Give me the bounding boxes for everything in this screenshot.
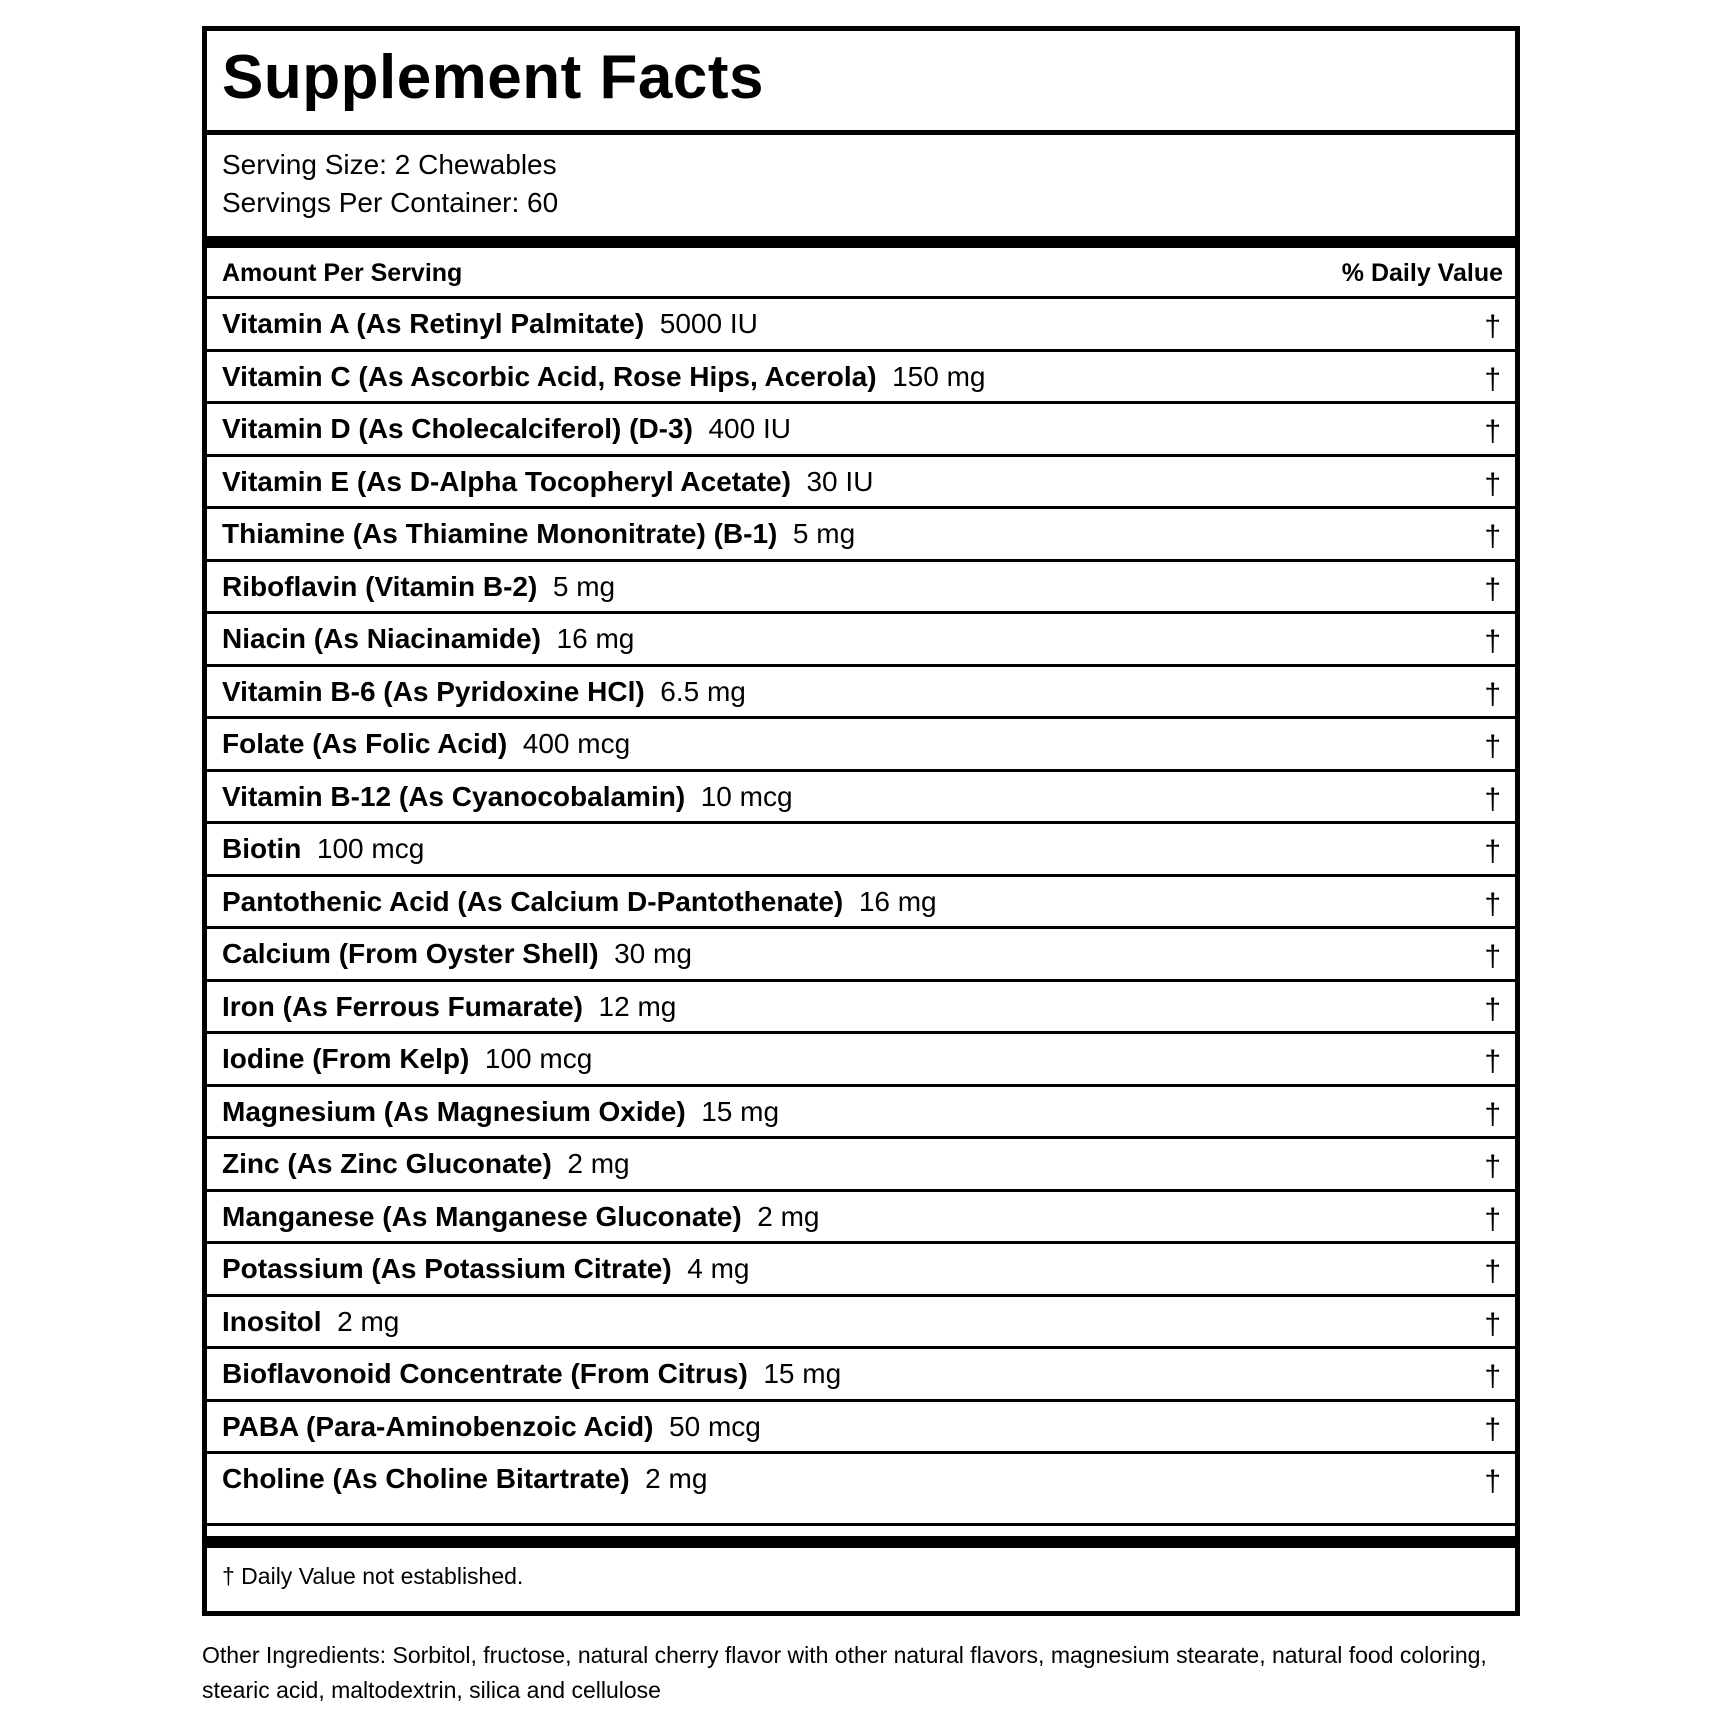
daily-value-dagger: † — [1484, 835, 1501, 868]
nutrient-amount: 2 mg — [645, 1463, 708, 1494]
nutrient-amount: 12 mg — [598, 990, 677, 1022]
nutrient-text — [222, 1097, 779, 1128]
nutrient-name: Iron (As Ferrous Fumarate) — [222, 990, 583, 1022]
daily-value-header: % Daily Value — [1341, 259, 1503, 287]
nutrient-amount: 4 mg — [687, 1253, 750, 1284]
nutrient-amount: 15 mg — [763, 1358, 842, 1389]
nutrient-amount: 2 mg — [567, 1148, 630, 1179]
nutrient-text — [222, 414, 791, 445]
nutrient-name: Biotin — [222, 833, 302, 864]
nutrient-row — [207, 664, 1515, 717]
daily-value-dagger: † — [1484, 1045, 1501, 1078]
nutrient-name: PABA (Para-Aminobenzoic Acid) — [222, 1410, 654, 1442]
nutrient-row — [207, 769, 1515, 822]
nutrient-name: Vitamin C (As Ascorbic Acid, Rose Hips, Acerola) — [222, 360, 877, 392]
daily-value-dagger: † — [1484, 415, 1501, 448]
daily-value-dagger: † — [1484, 1360, 1501, 1393]
nutrient-name: Thiamine (As Thiamine Mononitrate) (B-1) — [222, 518, 778, 549]
daily-value-dagger: † — [1484, 362, 1501, 396]
nutrient-name: Manganese (As Manganese Gluconate) — [222, 1200, 742, 1232]
daily-value-dagger: † — [1484, 677, 1501, 711]
nutrient-text — [222, 1202, 820, 1233]
daily-value-dagger: † — [1484, 782, 1501, 816]
nutrient-row — [207, 559, 1515, 612]
daily-value-dagger: † — [1484, 467, 1501, 501]
nutrient-text — [222, 362, 986, 393]
nutrient-amount: 2 mg — [757, 1200, 820, 1232]
nutrient-row — [207, 1189, 1515, 1242]
nutrient-amount: 6.5 mg — [660, 675, 746, 707]
amount-per-serving-header: Amount Per Serving — [222, 259, 463, 287]
nutrient-row — [207, 926, 1515, 979]
nutrient-text — [222, 1359, 841, 1390]
nutrient-row — [207, 1031, 1515, 1084]
daily-value-dagger: † — [1484, 1202, 1501, 1236]
nutrient-text — [222, 782, 793, 813]
nutrient-text — [222, 519, 855, 550]
nutrient-row — [207, 611, 1515, 664]
nutrient-text — [222, 992, 676, 1023]
servings-per-container: Servings Per Container: 60 — [222, 187, 559, 218]
nutrient-name: Vitamin E (As D-Alpha Tocopheryl Acetate) — [222, 465, 791, 497]
nutrient-row — [207, 979, 1515, 1032]
nutrient-row — [207, 401, 1515, 454]
nutrient-amount: 5 mg — [552, 570, 616, 602]
nutrient-row — [207, 349, 1515, 402]
nutrient-name: Zinc (As Zinc Gluconate) — [222, 1148, 552, 1179]
daily-value-dagger: † — [1484, 1097, 1501, 1131]
nutrient-name: Vitamin B-6 (As Pyridoxine HCl) — [222, 675, 645, 707]
daily-value-dagger: † — [1484, 1412, 1501, 1446]
nutrient-text — [222, 1254, 749, 1285]
nutrient-text — [222, 834, 424, 865]
nutrient-name: Vitamin B-12 (As Cyanocobalamin) — [222, 780, 686, 812]
supplement-facts-panel — [202, 26, 1520, 1616]
nutrient-text — [222, 1307, 399, 1338]
nutrient-name: Riboflavin (Vitamin B-2) — [222, 570, 538, 602]
nutrient-name: Niacin (As Niacinamide) — [222, 623, 541, 654]
nutrient-text — [222, 1412, 761, 1443]
nutrient-name: Iodine (From Kelp) — [222, 1043, 470, 1074]
thick-divider — [207, 236, 1515, 248]
thick-divider — [207, 1536, 1515, 1548]
nutrient-text — [222, 1044, 592, 1075]
nutrient-text — [222, 467, 873, 498]
nutrient-text — [222, 677, 746, 708]
footnote: † Daily Value not established. — [222, 1563, 524, 1589]
nutrient-amount: 10 mcg — [700, 780, 793, 812]
nutrient-text — [222, 624, 634, 655]
nutrient-amount: 100 mcg — [484, 1043, 593, 1074]
nutrient-name: Pantothenic Acid (As Calcium D-Pantothenate) — [222, 885, 844, 917]
daily-value-dagger: † — [1484, 1150, 1501, 1183]
daily-value-dagger: † — [1484, 520, 1501, 553]
daily-value-dagger: † — [1484, 940, 1501, 973]
nutrient-text — [222, 729, 630, 760]
nutrient-text — [222, 887, 937, 918]
nutrient-text — [222, 939, 692, 970]
nutrient-row — [207, 1136, 1515, 1189]
nutrient-row — [207, 1241, 1515, 1294]
nutrient-text — [222, 1149, 630, 1180]
nutrient-row — [207, 454, 1515, 507]
divider — [207, 1523, 1515, 1526]
nutrient-amount: 15 mg — [701, 1095, 780, 1127]
nutrient-row — [207, 821, 1515, 874]
daily-value-dagger: † — [1484, 730, 1501, 763]
daily-value-dagger: † — [1484, 1465, 1501, 1498]
nutrient-name: Calcium (From Oyster Shell) — [222, 938, 599, 969]
other-ingredients: Other Ingredients: Sorbitol, fructose, natural cherry flavor with other natural flavors, magnesium stearate, natural food coloring, stearic acid, maltodextrin, silica and cellulose — [202, 1642, 1487, 1703]
nutrient-amount: 5000 IU — [659, 308, 758, 339]
nutrient-amount: 150 mg — [892, 360, 986, 392]
divider — [207, 130, 1515, 135]
nutrient-text — [222, 1464, 707, 1495]
daily-value-dagger: † — [1484, 1255, 1501, 1288]
nutrient-row — [207, 874, 1515, 927]
nutrient-name: Inositol — [222, 1305, 322, 1337]
nutrient-name: Choline (As Choline Bitartrate) — [222, 1463, 630, 1494]
nutrient-amount: 100 mcg — [316, 833, 425, 864]
nutrient-list — [207, 296, 1515, 1504]
nutrient-row — [207, 1451, 1515, 1504]
nutrient-name: Vitamin A (As Retinyl Palmitate) — [222, 308, 645, 339]
nutrient-name: Potassium (As Potassium Citrate) — [222, 1253, 672, 1284]
nutrient-name: Bioflavonoid Concentrate (From Citrus) — [222, 1358, 748, 1389]
nutrient-amount: 30 IU — [806, 465, 874, 497]
nutrient-name: Magnesium (As Magnesium Oxide) — [222, 1095, 686, 1127]
nutrient-name: Folate (As Folic Acid) — [222, 728, 508, 759]
nutrient-amount: 16 mg — [556, 623, 635, 654]
serving-size: Serving Size: 2 Chewables — [222, 149, 557, 180]
nutrient-amount: 16 mg — [858, 885, 937, 917]
nutrient-amount: 50 mcg — [669, 1410, 761, 1442]
nutrient-text — [222, 572, 615, 603]
daily-value-dagger: † — [1484, 887, 1501, 921]
nutrient-amount: 2 mg — [337, 1305, 400, 1337]
nutrient-row — [207, 1346, 1515, 1399]
nutrient-amount: 30 mg — [614, 938, 692, 969]
nutrient-row — [207, 1294, 1515, 1347]
nutrient-text — [222, 309, 758, 340]
daily-value-dagger: † — [1484, 1307, 1501, 1341]
nutrient-row — [207, 716, 1515, 769]
daily-value-dagger: † — [1484, 572, 1501, 606]
nutrient-name: Vitamin D (As Cholecalciferol) (D-3) — [222, 413, 693, 444]
nutrient-amount: 5 mg — [792, 518, 856, 549]
nutrient-amount: 400 IU — [708, 413, 791, 444]
daily-value-dagger: † — [1484, 310, 1501, 343]
nutrient-row — [207, 506, 1515, 559]
nutrient-row — [207, 1084, 1515, 1137]
nutrient-amount: 400 mcg — [522, 728, 631, 759]
daily-value-dagger: † — [1484, 625, 1501, 658]
panel-title: Supplement Facts — [222, 43, 764, 112]
nutrient-row — [207, 296, 1515, 349]
nutrient-row — [207, 1399, 1515, 1452]
daily-value-dagger: † — [1484, 992, 1501, 1026]
